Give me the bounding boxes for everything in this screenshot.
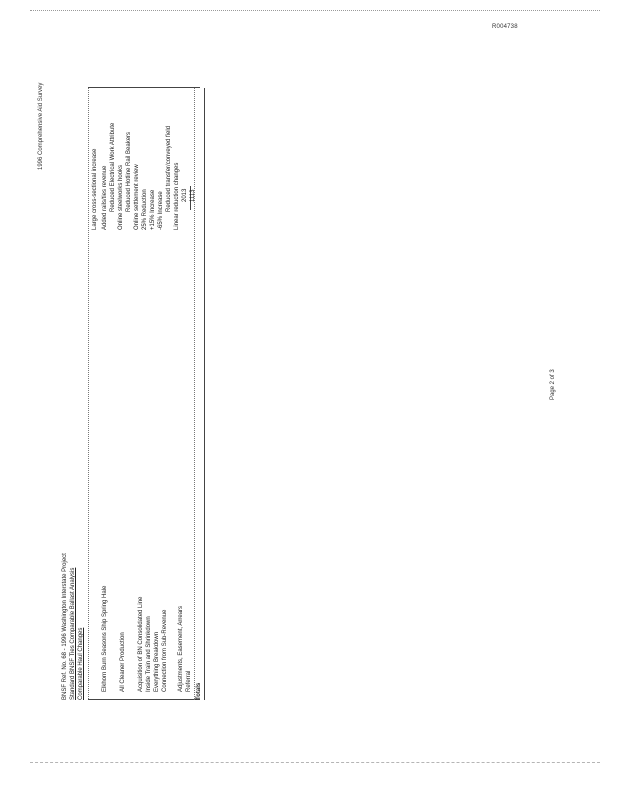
left-item: Inside Train and Shrinkdown bbox=[146, 616, 152, 692]
scan-dotted-border-top bbox=[30, 10, 600, 11]
right-item: Reduced Hotline Rail Beakers bbox=[126, 131, 132, 212]
totals-rule bbox=[194, 88, 195, 700]
right-total: 2013 bbox=[182, 188, 188, 202]
right-item: -65% Increase bbox=[158, 191, 164, 230]
document-title-line-1: BNSF Ref. No. 68 - 1996 Washington Interstate Project bbox=[62, 553, 68, 700]
right-item: Added rails/ties revenue bbox=[102, 165, 108, 230]
right-item: Linear reduction changes bbox=[174, 162, 180, 230]
totals-label: Totals bbox=[196, 682, 202, 700]
bottom-rule bbox=[204, 88, 205, 700]
left-item: Acquisition of BN Consolidated Line bbox=[138, 596, 144, 692]
right-total: 1113 bbox=[190, 189, 196, 202]
header-rule bbox=[88, 88, 89, 700]
left-item: Adjustments, Easement, Arrears bbox=[178, 605, 184, 692]
table-right-border bbox=[88, 87, 200, 88]
scan-dotted-border-bottom bbox=[30, 762, 600, 763]
left-item: Everything Breakdown bbox=[154, 631, 160, 692]
right-item: Large cross-sectional increase bbox=[92, 148, 98, 230]
page-label: Page 2 of 3 bbox=[550, 369, 556, 400]
right-item: Reduced Electrical Work Attribute bbox=[110, 122, 116, 212]
rotated-document-table bbox=[62, 78, 212, 700]
bates-number: R004738 bbox=[492, 24, 518, 30]
right-item: Reduced transfer/conveyed field bbox=[166, 125, 172, 212]
right-item: +15% Increase bbox=[150, 189, 156, 230]
section-heading: Comparable Haul Changes bbox=[78, 627, 84, 700]
right-item: Online settlement review bbox=[134, 164, 140, 230]
side-title: 1996 Comprehensive Aid Survey bbox=[38, 82, 44, 170]
right-item: 25% Reduction bbox=[142, 189, 148, 230]
left-item: Elkhorn Burn Seasons Ship Spring Hale bbox=[102, 585, 108, 692]
left-item: Referral bbox=[186, 670, 192, 692]
left-item: Connection from Sub-Revenue bbox=[162, 609, 168, 692]
table-left-border bbox=[88, 699, 200, 700]
document-title-line-2: Standard BNSF Ties Comparable Ballast Analysis bbox=[70, 567, 76, 700]
right-item: Online steelworks hooks bbox=[118, 164, 124, 230]
left-item: All Cleaner Production bbox=[120, 632, 126, 692]
